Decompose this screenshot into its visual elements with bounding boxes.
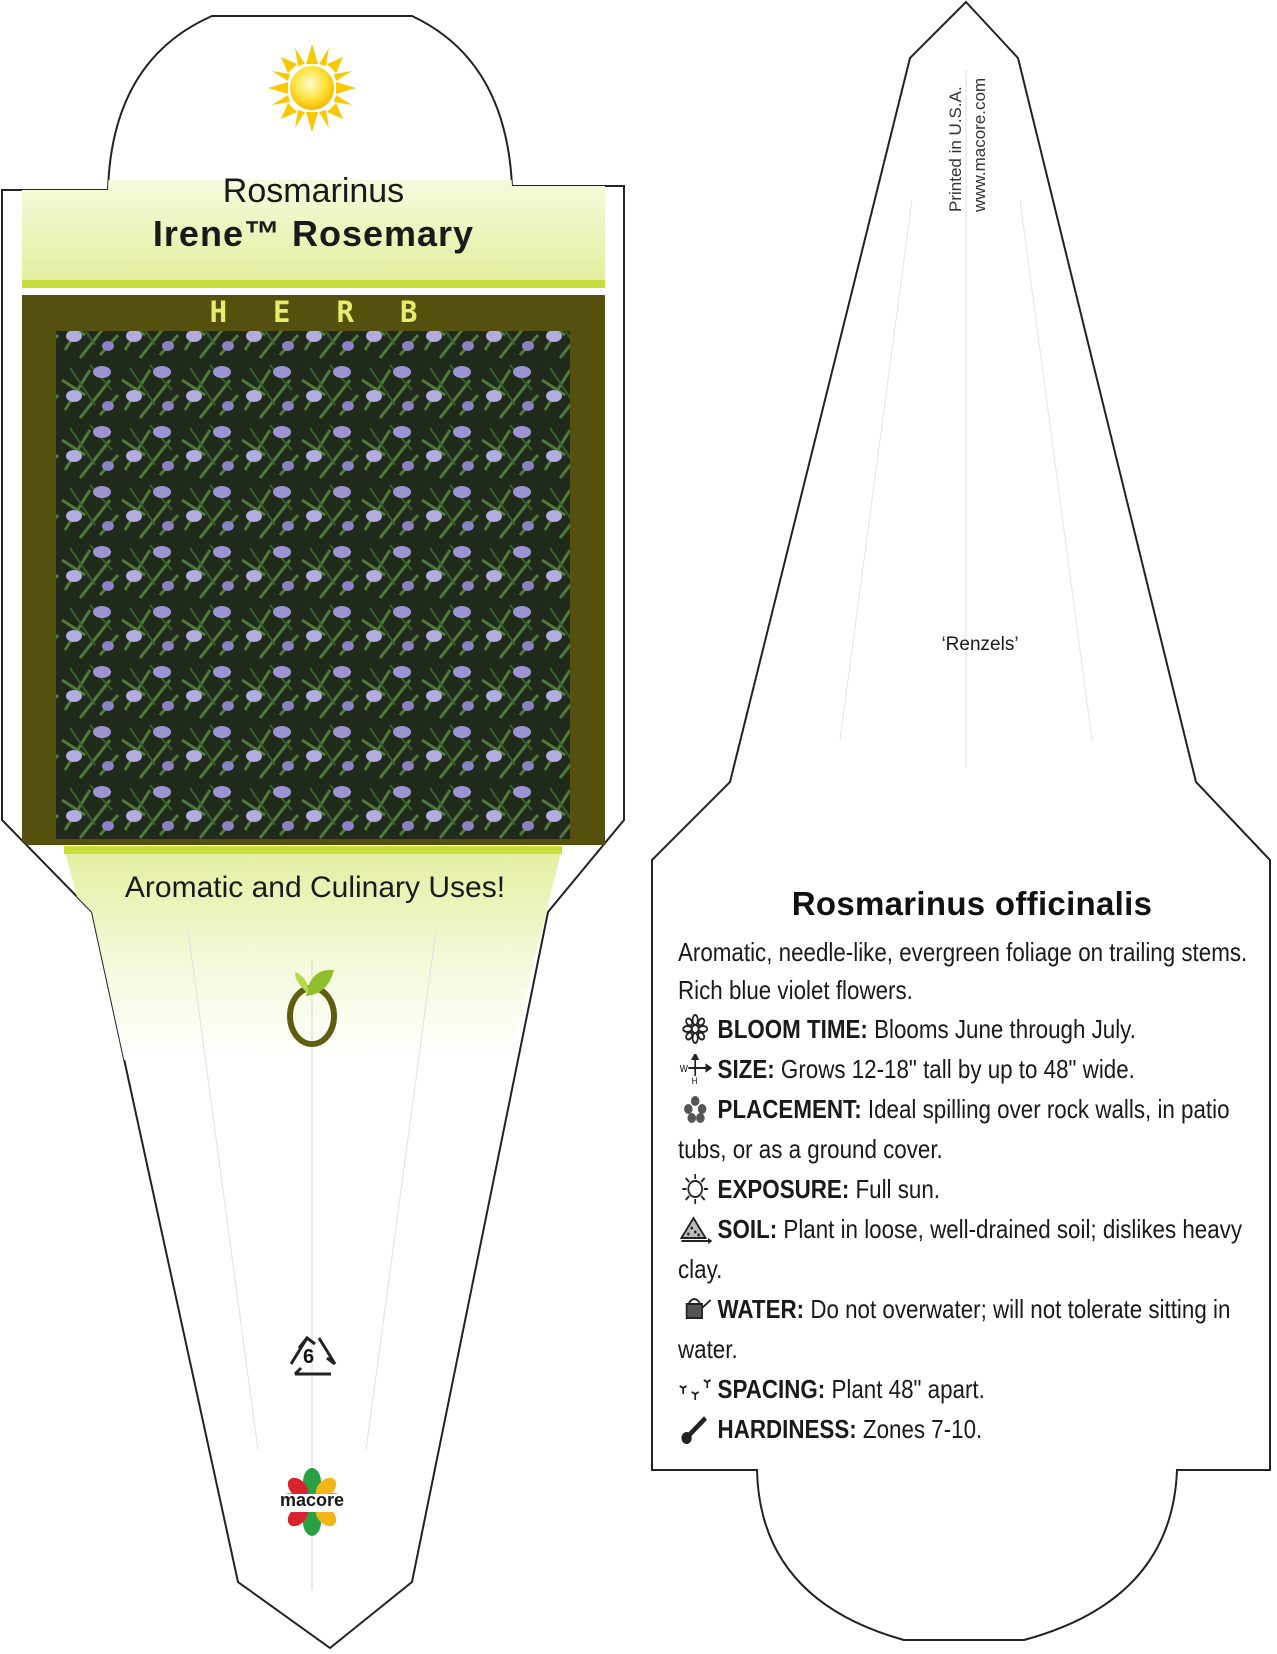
printed-in-label: Printed in U.S.A. (946, 86, 965, 212)
attribute-size: W H SIZE: Grows 12-18" tall by up to 48" wide. (678, 1049, 1271, 1089)
brand-name: macore (279, 1490, 345, 1510)
attribute-water: WATER: Do not overwater; will not tolerate sitting in water. (678, 1294, 1231, 1364)
cultivar-name: ‘Renzels’ (941, 634, 1019, 655)
plant-description: Aromatic, needle-like, evergreen foliage on trailing stems. Rich blue violet flowers. (678, 937, 1248, 1005)
seedlings-icon (678, 1374, 712, 1404)
botanical-name: Rosmarinus officinalis (791, 885, 1153, 922)
sun-icon (268, 44, 356, 132)
watering-can-icon (678, 1294, 712, 1324)
svg-text:W: W (679, 1063, 688, 1075)
flower-icon (678, 1014, 712, 1044)
website-label: www.macore.com (970, 77, 989, 212)
attribute-soil: SOIL: Plant in loose, well-drained soil; dislikes heavy clay. (678, 1214, 1243, 1284)
front-tag (2, 16, 624, 1648)
attribute-hardiness: HARDINESS: Zones 7-10. (678, 1409, 1271, 1449)
soil-icon (678, 1214, 712, 1244)
common-name: Irene™ Rosemary (152, 213, 475, 254)
sun-outline-icon (678, 1174, 712, 1204)
genus-name: Rosmarinus (222, 172, 405, 210)
attribute-bloom-time: BLOOM TIME: Blooms June through July. (678, 1009, 1271, 1049)
back-info-block (678, 885, 1266, 1449)
thermometer-icon (678, 1414, 712, 1444)
tagline: Aromatic and Culinary Uses! (124, 871, 506, 904)
attribute-exposure: EXPOSURE: Full sun. (678, 1169, 1271, 1209)
rosemary-photo (56, 331, 570, 839)
svg-text:H: H (691, 1075, 698, 1084)
category-label: HERB (209, 295, 464, 329)
size-arrows-icon (678, 1054, 712, 1084)
attribute-spacing: SPACING: Plant 48" apart. (678, 1369, 1271, 1409)
resin-code: 6 (303, 1346, 315, 1368)
attribute-placement: PLACEMENT: Ideal spilling over rock walls, in patio tubs, or as a ground cover. (678, 1094, 1230, 1164)
plants-icon (678, 1094, 712, 1124)
